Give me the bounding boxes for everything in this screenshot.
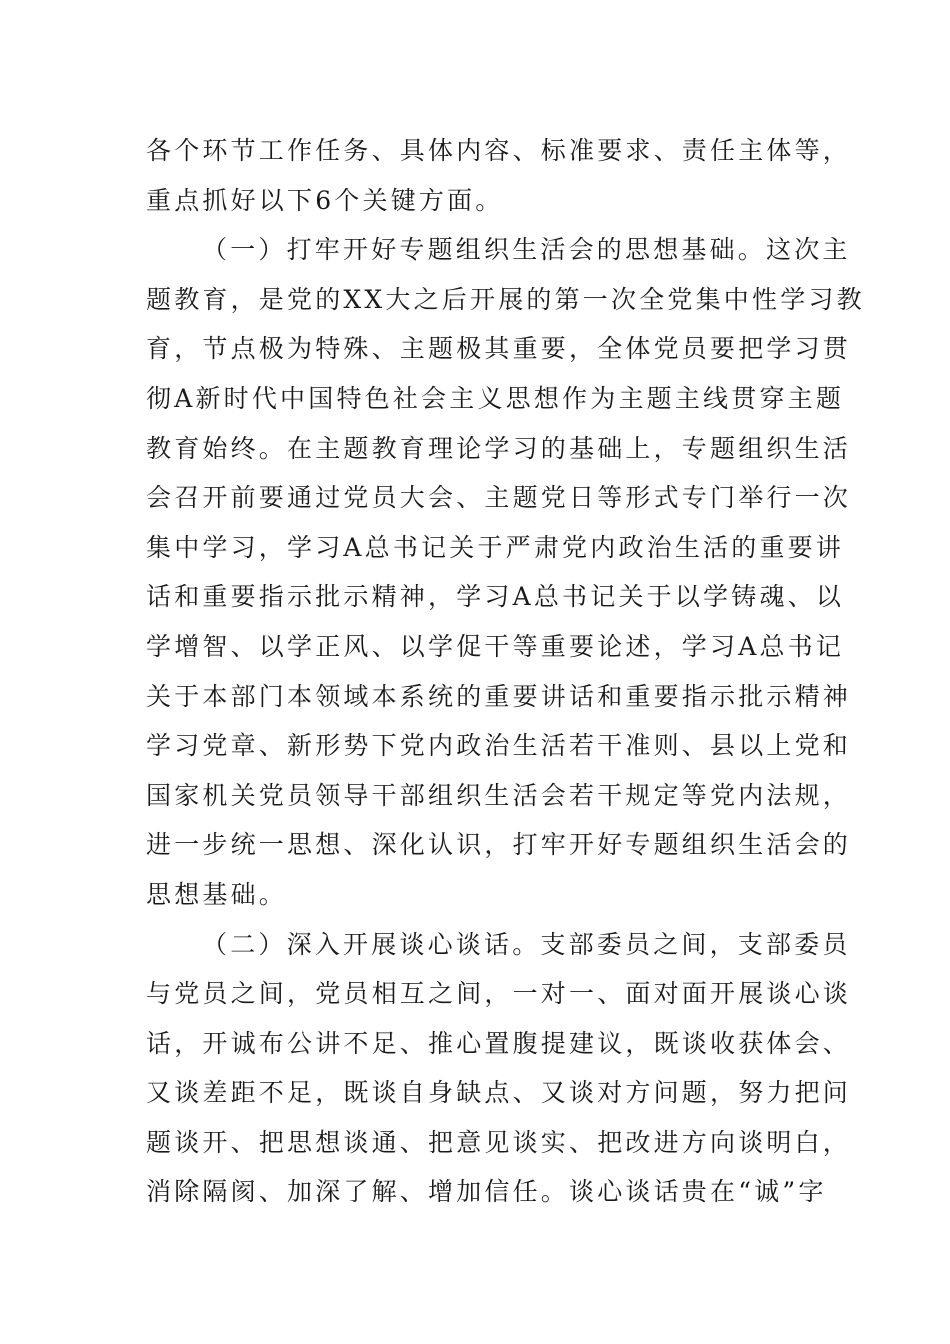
text-line: 育，节点极为特殊、主题极其重要，全体党员要把学习贯 [146, 334, 852, 364]
text-line: 关于本部门本领域本系统的重要讲话和重要指示批示精神 [146, 681, 852, 711]
text-line: 又谈差距不足，既谈自身缺点、又谈对方问题，努力把问 [146, 1078, 852, 1108]
text-line: 重点抓好以下6个关键方面。 [146, 185, 504, 215]
text-line: 会召开前要通过党员大会、主题党日等形式专门举行一次 [146, 483, 852, 513]
text-line: 话，开诚布公讲不足、推心置腹提建议，既谈收获体会、 [146, 1028, 852, 1058]
text-line: 话和重要指示批示精神，学习A总书记关于以学铸魂、以 [146, 582, 845, 612]
text-line: 教育始终。在主题教育理论学习的基础上，专题组织生活 [146, 433, 852, 463]
text-line: 集中学习，学习A总书记关于严肃党内政治生活的重要讲 [146, 532, 845, 562]
section-heading-line: （二）深入开展谈心谈话。支部委员之间，支部委员 [202, 929, 851, 959]
text-line: 消除隔阂、加深了解、增加信任。谈心谈话贵在“诚”字 [146, 1177, 827, 1207]
text-line: 题教育，是党的XX大之后开展的第一次全党集中性学习教 [146, 284, 865, 314]
document-body [146, 126, 865, 1217]
text-line: 题谈开、把思想谈通、把意见谈实、把改进方向谈明白， [146, 1127, 852, 1157]
section-heading-line: （一）打牢开好专题组织生活会的思想基础。这次主 [202, 235, 851, 265]
text-line: 进一步统一思想、深化认识，打牢开好专题组织生活会的 [146, 830, 852, 860]
text-line: 思想基础。 [146, 879, 288, 909]
text-line: 学增智、以学正风、以学促干等重要论述，学习A总书记 [146, 631, 845, 661]
text-line: 与党员之间，党员相互之间，一对一、面对面开展谈心谈 [146, 979, 852, 1009]
text-line: 彻A新时代中国特色社会主义思想作为主题主线贯穿主题 [146, 383, 845, 413]
text-line: 各个环节工作任务、具体内容、标准要求、责任主体等， [146, 136, 852, 165]
text-line: 学习党章、新形势下党内政治生活若干准则、县以上党和 [146, 731, 852, 761]
text-line: 国家机关党员领导干部组织生活会若干规定等党内法规， [146, 780, 852, 810]
